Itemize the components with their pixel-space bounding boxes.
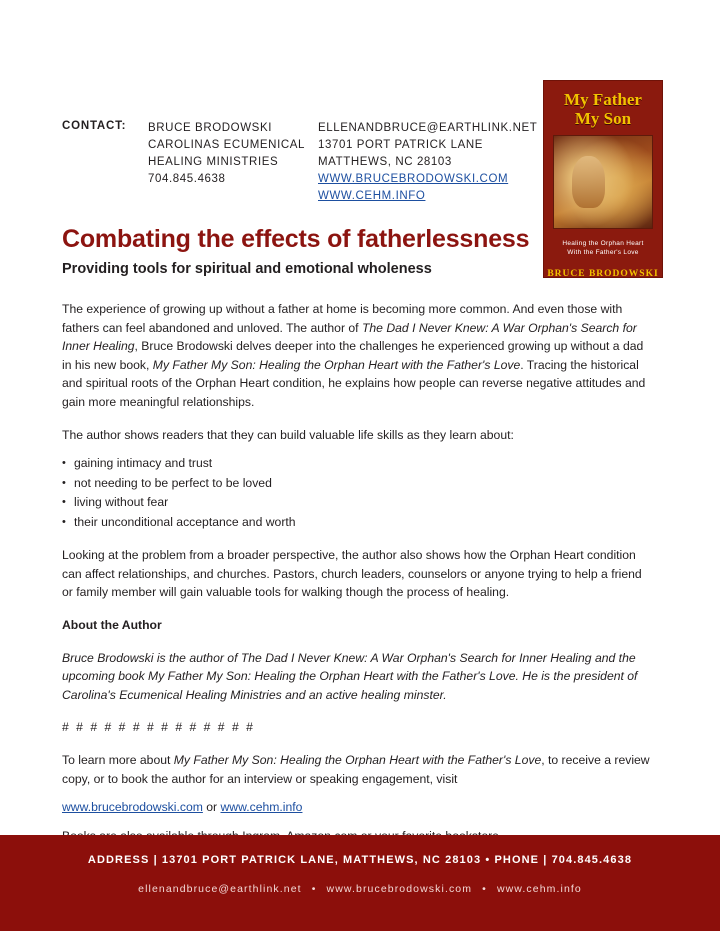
book-title-dad-i-never-knew: The Dad I Never Knew: A War Orphan's Search for Inner Healing <box>62 320 637 354</box>
book-cover-subtitle <box>544 239 662 257</box>
footer-email[interactable]: ellenandbruce@earthlink.net <box>138 883 302 895</box>
skills-list <box>62 454 655 532</box>
body-copy <box>62 300 655 859</box>
book-cover-author: BRUCE BRODOWSKI <box>547 269 659 278</box>
paragraph-broader-perspective: Looking at the problem from a broader perspective, the author also shows how the Orphan Heart condition can affect relationships, and churches. Pastors, church leaders, counselors or anyone trying to help a friend or family member will gain valuable tools for walking though the process of healing. <box>62 548 642 600</box>
contact-city-state-zip: MATTHEWS, NC 28103 <box>318 156 452 168</box>
list-item: • not needing to be perfect to be loved <box>62 474 655 494</box>
contact-email: ELLENANDBRUCE@EARTHLINK.NET <box>318 122 538 134</box>
paragraph-skills-intro: The author shows readers that they can build valuable life skills as they learn about: <box>62 427 514 442</box>
footer-address-phone: ADDRESS | 13701 PORT PATRICK LANE, MATTHEWS, NC 28103 • PHONE | 704.845.4638 <box>87 854 633 866</box>
paragraph-intro-part3: . Tracing the historical and spiritual roots of the Orphan Heart condition, he explains how people can reverse negative attitudes and gain more meaningful relationships. <box>62 357 646 409</box>
link-separator: or <box>202 800 221 815</box>
contact-org-line2: HEALING MINISTRIES <box>148 156 279 168</box>
contact-block <box>62 120 542 205</box>
footer-contact-line <box>0 883 720 895</box>
contact-phone: 704.845.4638 <box>148 173 226 185</box>
contact-label: CONTACT: <box>62 120 127 132</box>
paragraph-intro-part1: The experience of growing up without a father at home is becoming more common. And even those with fathers can feel abandoned and unloved. The author of <box>62 302 623 335</box>
footer-website-2[interactable]: www.cehm.info <box>496 883 582 895</box>
contact-row <box>62 120 542 205</box>
paragraph-learn-more-part2: , to receive a review copy, or to book the author for an interview or speaking engagement, visit <box>62 752 650 786</box>
contact-column-right <box>318 120 542 205</box>
book-cover-subtitle-line1: Healing the Orphan Heart <box>562 240 644 247</box>
contact-website-link-1-text: WWW.BRUCEBRODOWSKI.COM <box>318 173 509 185</box>
footer-website-1[interactable]: www.brucebrodowski.com <box>326 883 473 895</box>
contact-website-link-2-text: WWW.CEHM.INFO <box>318 190 426 202</box>
book-cover-artwork <box>553 135 653 229</box>
book-cover-title-line2: My Son <box>574 109 632 128</box>
website-links-line <box>62 798 655 817</box>
page-subtitle: Providing tools for spiritual and emotional wholeness <box>62 261 432 277</box>
contact-street: 13701 PORT PATRICK LANE <box>318 139 484 151</box>
contact-website-link-2[interactable] <box>318 188 542 205</box>
book-cover-image <box>543 80 663 278</box>
paragraph-learn-more <box>62 751 655 788</box>
footer-separator-dot-1: • <box>311 883 317 895</box>
contact-website-link-1[interactable] <box>318 171 542 188</box>
page-title: Combating the effects of fatherlessness <box>62 225 530 253</box>
footer-bar <box>0 835 720 931</box>
contact-column-left <box>148 120 318 188</box>
book-title-my-father-my-son: My Father My Son: Healing the Orphan Heart with the Father's Love <box>152 357 521 372</box>
list-item: • living without fear <box>62 493 655 513</box>
link-brucebrodowski[interactable]: www.brucebrodowski.com <box>62 800 203 815</box>
list-item: • gaining intimacy and trust <box>62 454 655 474</box>
about-the-author-heading: About the Author <box>62 617 162 632</box>
book-cover-subtitle-line2: With the Father's Love <box>567 249 639 256</box>
contact-org-line1: CAROLINAS ECUMENICAL <box>148 139 306 151</box>
list-item: • their unconditional acceptance and worth <box>62 513 655 533</box>
paragraph-intro <box>62 300 655 412</box>
contact-name: BRUCE BRODOWSKI <box>148 122 273 134</box>
book-cover-title-line1: My Father <box>564 90 642 109</box>
hash-divider: # # # # # # # # # # # # # # <box>62 720 255 735</box>
book-title-my-father-my-son-2: My Father My Son: Healing the Orphan Heart with the Father's Love <box>173 752 542 767</box>
footer-separator-dot-2: • <box>482 883 487 895</box>
book-cover-title <box>544 90 662 128</box>
paragraph-intro-part2: , Bruce Brodowski delves deeper into the challenges he experienced growing up without a dad in his new book, <box>62 339 644 372</box>
about-the-author-text: Bruce Brodowski is the author of The Dad I Never Knew: A War Orphan's Search for Inner Healing and the upcoming book My Father My Son: Healing the Orphan Heart with the Father's Love. He is the president of Carolina's Ecumenical Healing Ministries and an active healing minster. <box>62 650 638 702</box>
link-cehm[interactable]: www.cehm.info <box>220 800 303 815</box>
paragraph-learn-more-part1: To learn more about <box>62 752 174 767</box>
